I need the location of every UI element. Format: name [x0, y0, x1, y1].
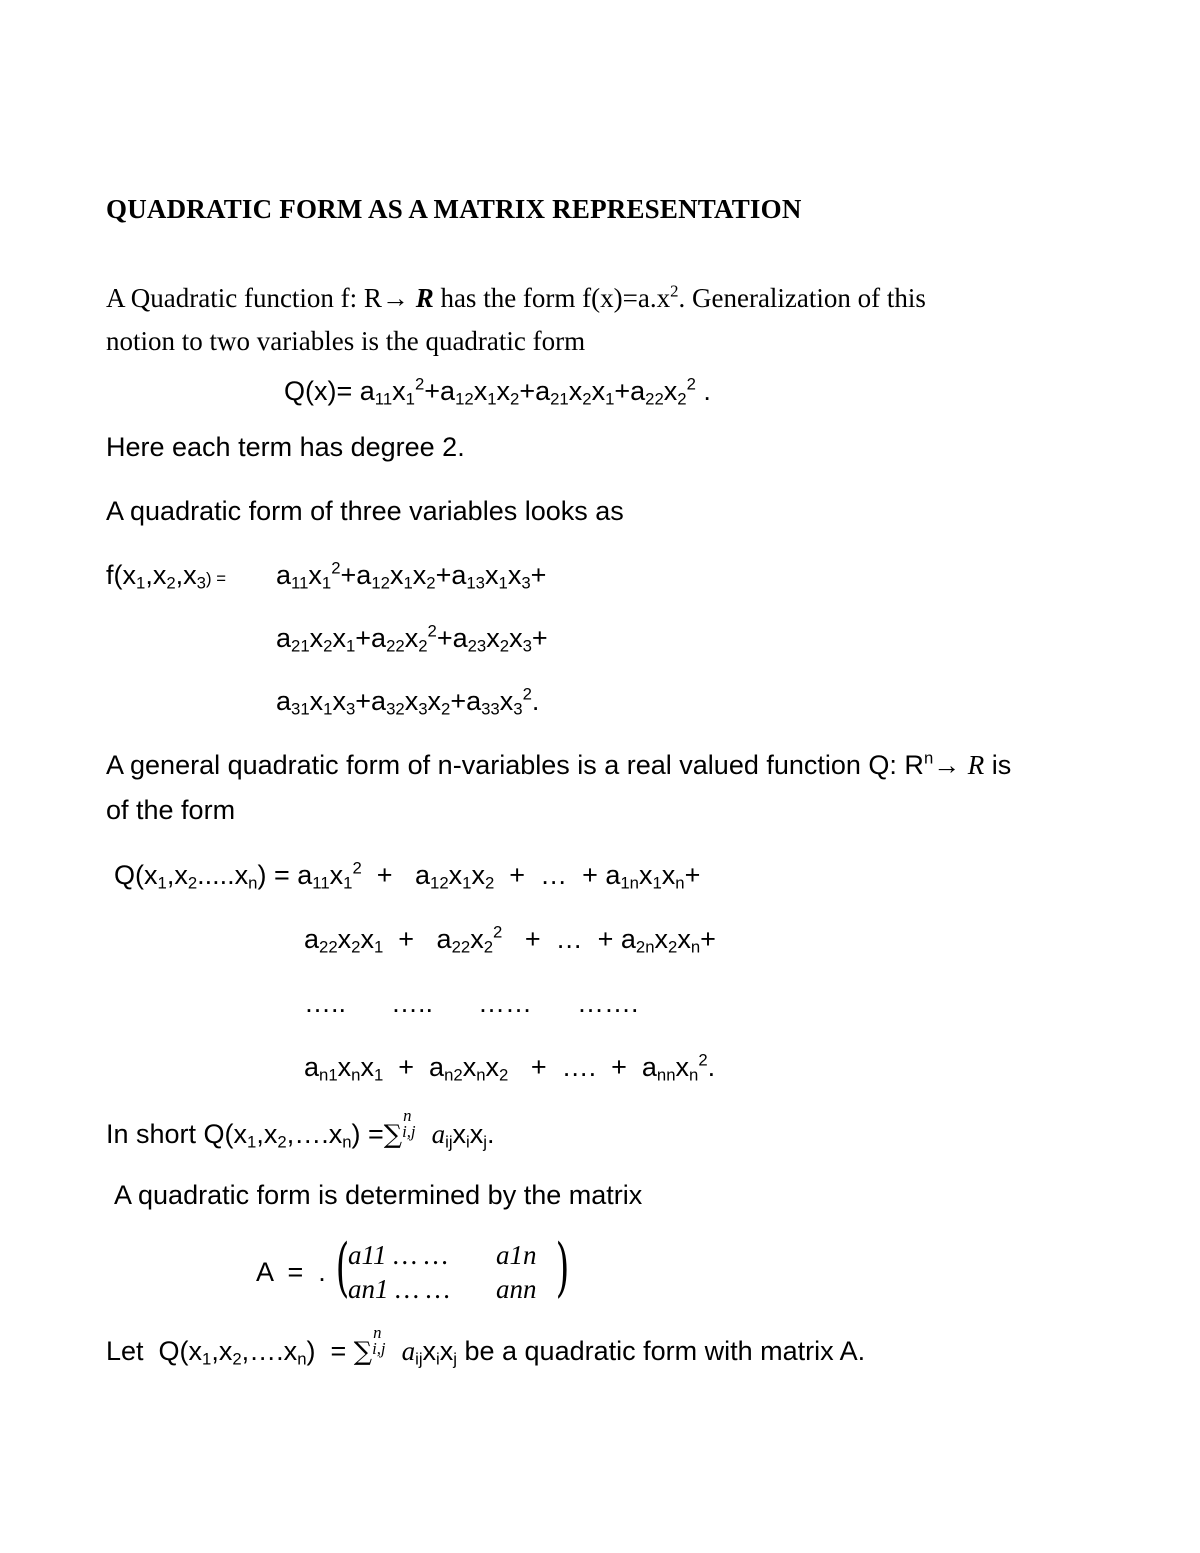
n-var-row-ellipsis: ….. ….. …… …….: [304, 988, 639, 1018]
eq-term: x: [462, 1052, 477, 1082]
eq-sub: 2: [441, 699, 451, 719]
eq-term: x: [675, 1052, 690, 1082]
eq-sub: 2: [484, 873, 495, 893]
eq-sub: 21: [550, 389, 569, 409]
general-text: is: [984, 750, 1012, 780]
eq-term: a: [304, 924, 320, 954]
eq-sub: 1: [462, 873, 472, 893]
eq-sub: 23: [467, 636, 487, 656]
eq-term: x: [404, 686, 419, 716]
eq-term: a: [431, 1119, 446, 1149]
intro-line-1: [106, 281, 926, 313]
matrix-cell-r2c1: an1 … …: [348, 1274, 451, 1304]
eq-sub: 1: [247, 1132, 257, 1152]
matrix-cell-r1c1: a11 … …: [348, 1240, 449, 1270]
arrow-symbol: →: [933, 750, 961, 780]
real-set-symbol: R: [967, 750, 985, 780]
eq-sub: 3: [418, 699, 428, 719]
eq-term: .....x: [197, 860, 249, 890]
eq-sub: 1: [373, 937, 384, 957]
eq-term: In short Q(x: [106, 1119, 248, 1149]
eq-sup: 2: [427, 621, 437, 641]
eq-term: Q(x)= a: [284, 376, 375, 406]
eq-term: ) =: [306, 1336, 347, 1366]
general-text: A general quadratic form of n-variables is a real valued function Q: R: [106, 750, 924, 780]
three-var-row-3: [276, 684, 540, 719]
let-line: [106, 1323, 866, 1369]
eq-sup: 2: [493, 922, 503, 942]
eq-sub: 2: [351, 937, 361, 957]
eq-sub: 2: [668, 937, 678, 957]
eq-term: a: [304, 1052, 320, 1082]
eq-term: f(x: [106, 560, 136, 590]
eq-term: x: [470, 924, 484, 954]
intro-line-2: notion to two variables is the quadratic form: [106, 326, 586, 356]
eq-term: x: [337, 1052, 352, 1082]
eq-sub: n: [689, 1065, 699, 1085]
eq-sub: ij: [445, 1132, 453, 1152]
eq-sub: 31: [291, 699, 310, 719]
matrix-label: A = .: [256, 1257, 326, 1287]
eq-term: x: [412, 560, 427, 590]
eq-term: .: [486, 1119, 495, 1149]
eq-term: ,x: [145, 560, 167, 590]
eq-term: x: [661, 860, 676, 890]
eq-sub: 22: [645, 389, 664, 409]
eq-sup: 2: [352, 858, 362, 878]
eq-sub: n: [297, 1349, 307, 1369]
eq-sup: 2: [522, 684, 532, 704]
real-set-symbol: R: [415, 283, 434, 313]
eq-sub: 32: [386, 699, 405, 719]
eq-sub: n: [351, 1065, 361, 1085]
eq-term: Let Q(x: [106, 1336, 203, 1366]
eq-term: ) =: [351, 1119, 384, 1149]
eq-term: x: [422, 1336, 437, 1366]
summation-lower: i,j: [402, 1121, 416, 1141]
eq-term: +a: [424, 376, 456, 406]
eq-sub: 22: [451, 937, 471, 957]
eq-term: +: [684, 860, 701, 890]
eq-term: + …. + a: [508, 1052, 657, 1082]
eq-sub: n: [690, 937, 701, 957]
eq-term: x: [507, 560, 522, 590]
arrow-symbol: →: [381, 283, 409, 313]
eq-term: +: [530, 560, 547, 590]
eq-sub: 2: [277, 1132, 287, 1152]
eq-term: +a: [436, 623, 468, 653]
matrix-intro-text: A quadratic form is determined by the matrix: [114, 1180, 643, 1210]
eq-sub: n1: [319, 1065, 338, 1085]
eq-sub: 22: [319, 937, 338, 957]
eq-sub: 1: [343, 873, 353, 893]
general-line-2: of the form: [106, 795, 236, 825]
general-line-1: [106, 748, 1012, 780]
intro-text-b: has the form f(x)=a.x: [433, 283, 671, 313]
eq-term: +a: [355, 686, 387, 716]
eq-term: .: [695, 376, 711, 406]
eq-sub: i: [436, 1349, 440, 1369]
eq-sub: 2: [323, 636, 333, 656]
eq-sub: 2: [166, 573, 176, 593]
eq-term: x: [452, 1119, 467, 1149]
three-var-row-2: [276, 621, 548, 656]
equation-two-variables: [284, 374, 711, 409]
eq-sub: 11: [291, 573, 309, 593]
left-parenthesis: (: [335, 1231, 350, 1305]
eq-sub: 2n: [635, 937, 655, 957]
eq-term: x: [448, 860, 463, 890]
eq-term: x: [308, 560, 322, 590]
summation-lower: i,j: [372, 1338, 386, 1358]
eq-term: x: [471, 860, 485, 890]
eq-term: a: [401, 1336, 416, 1366]
eq-term: + a: [361, 860, 431, 890]
eq-sub: 3: [522, 636, 532, 656]
summation-limits: [372, 1323, 394, 1360]
eq-sub: n: [476, 1065, 486, 1085]
eq-term: x: [360, 1052, 374, 1082]
eq-term: x: [654, 924, 669, 954]
page-title: QUADRATIC FORM AS A MATRIX REPRESENTATION: [106, 194, 802, 224]
eq-sub: 11: [374, 389, 393, 409]
eq-sup: n: [923, 748, 934, 768]
summation-symbol: ∑: [353, 1337, 373, 1367]
three-variable-text: A quadratic form of three variables looks as: [106, 496, 624, 526]
eq-sub: 1: [403, 573, 413, 593]
eq-term: ,….x: [241, 1336, 298, 1366]
eq-sub: 2: [187, 873, 198, 893]
eq-term: x: [337, 924, 352, 954]
eq-term: .: [707, 1052, 716, 1082]
eq-term: x: [439, 1336, 454, 1366]
eq-sub: 1: [345, 636, 356, 656]
eq-term: x: [486, 623, 500, 653]
eq-sub: 2: [582, 389, 592, 409]
eq-sub: 1: [321, 573, 332, 593]
eq-term: +a: [519, 376, 551, 406]
eq-sub: n: [248, 873, 258, 893]
eq-sub: 1: [373, 1065, 384, 1085]
eq-term: x: [638, 860, 653, 890]
eq-sub: 1: [157, 873, 167, 893]
eq-term: +a: [614, 376, 646, 406]
summation-limits: [402, 1106, 424, 1143]
eq-term: +: [700, 924, 716, 954]
three-var-row-1: [276, 558, 547, 593]
eq-term: x: [404, 623, 419, 653]
degree-text: Here each term has degree 2.: [106, 432, 465, 462]
eq-sub: 2: [499, 636, 510, 656]
three-var-lhs: [106, 560, 226, 593]
intro-text-a: A Quadratic function f: R: [106, 283, 382, 313]
eq-term: x: [499, 686, 514, 716]
eq-sub: 2: [677, 389, 687, 409]
summation-upper: n: [373, 1323, 382, 1343]
summation-symbol: ∑: [383, 1120, 403, 1150]
eq-term: x: [469, 1119, 484, 1149]
eq-term: +a: [355, 623, 387, 653]
eq-term: ,x: [256, 1119, 278, 1149]
eq-term: + … + a: [502, 924, 636, 954]
eq-term: ,x: [211, 1336, 233, 1366]
eq-term: x: [591, 376, 606, 406]
right-parenthesis: ): [555, 1231, 570, 1305]
eq-sub: 12: [455, 389, 474, 409]
eq-term: +: [531, 623, 548, 653]
eq-term: x: [496, 376, 511, 406]
eq-term: ,x: [175, 560, 197, 590]
eq-sub: 12: [430, 873, 449, 893]
eq-term: x: [332, 623, 346, 653]
eq-sub: 1: [487, 389, 497, 409]
eq-sub: nn: [656, 1065, 676, 1085]
eq-term: +a: [340, 560, 372, 590]
eq-term: a: [276, 623, 292, 653]
eq-term: ,….x: [286, 1119, 343, 1149]
eq-sup: 2: [686, 374, 696, 394]
eq-sub: 21: [291, 636, 310, 656]
eq-term: be a quadratic form with matrix A.: [456, 1336, 866, 1366]
eq-sub: 12: [371, 573, 390, 593]
n-var-row-2: [304, 922, 716, 957]
eq-sub: j: [483, 1132, 487, 1152]
summation-upper: n: [403, 1106, 412, 1126]
eq-sub: 3: [196, 573, 206, 593]
eq-sup: 2: [414, 374, 425, 394]
eq-term: x: [509, 623, 523, 653]
matrix-cell-r2c2: ann: [496, 1274, 537, 1304]
eq-sub: 1: [405, 389, 415, 409]
eq-term: x: [309, 623, 324, 653]
eq-sub: n: [675, 873, 685, 893]
eq-sub: 33: [481, 699, 500, 719]
eq-sub: 2: [418, 636, 428, 656]
eq-term: x: [485, 1052, 500, 1082]
eq-sub: 1: [652, 873, 662, 893]
eq-term: x: [568, 376, 583, 406]
n-var-row-last: [304, 1050, 716, 1085]
eq-sub: 13: [466, 573, 485, 593]
eq-term: Q(x: [114, 860, 158, 890]
eq-term: a: [276, 560, 292, 590]
eq-term: x: [392, 376, 406, 406]
eq-sub: 2: [510, 389, 520, 409]
eq-sub: 1n: [620, 873, 639, 893]
eq-sup: 2: [698, 1050, 708, 1070]
eq-term: x: [473, 376, 488, 406]
eq-term: x: [485, 560, 499, 590]
eq-sub: 1: [605, 389, 615, 409]
eq-sub: ij: [415, 1349, 423, 1369]
eq-term: x: [677, 924, 691, 954]
eq-term: x: [329, 860, 344, 890]
eq-term: x: [389, 560, 404, 590]
eq-sub: 1: [323, 699, 333, 719]
eq-sup: 2: [331, 558, 341, 578]
eq-sub: 1: [202, 1349, 212, 1369]
eq-term: +a: [450, 686, 482, 716]
eq-term: ,x: [166, 860, 188, 890]
eq-term: ) = a: [257, 860, 313, 890]
eq-sub: 1: [136, 573, 146, 593]
matrix-a: [335, 1231, 572, 1305]
eq-sub: 11: [312, 873, 330, 893]
eq-sub: 3: [345, 699, 356, 719]
eq-term: x: [332, 686, 346, 716]
eq-sub: 1: [498, 573, 508, 593]
exponent: 2: [670, 281, 679, 301]
eq-sub: 22: [386, 636, 405, 656]
intro-text-c: . Generalization of this: [678, 283, 926, 313]
eq-sub: 2: [499, 1065, 509, 1085]
matrix-cell-r1c2: a1n: [496, 1240, 537, 1270]
eq-term: x: [663, 376, 678, 406]
eq-term: a: [276, 686, 292, 716]
eq-term: x: [427, 686, 442, 716]
eq-term: + a: [383, 1052, 445, 1082]
eq-sub: i: [466, 1132, 470, 1152]
eq-sub: 2: [483, 937, 494, 957]
eq-sub: j: [453, 1349, 457, 1369]
eq-term: + … + a: [494, 860, 621, 890]
eq-term: x: [360, 924, 374, 954]
eq-sub: 2: [232, 1349, 242, 1369]
eq-sub: n: [342, 1132, 352, 1152]
eq-sub: 3: [521, 573, 531, 593]
eq-term: .: [531, 686, 540, 716]
short-summation-line: [106, 1106, 495, 1152]
eq-sub: 3: [513, 699, 523, 719]
n-var-row-1: [114, 858, 701, 893]
eq-term: x: [309, 686, 324, 716]
eq-term: +a: [435, 560, 467, 590]
eq-term: ) =: [205, 569, 226, 588]
eq-term: + a: [383, 924, 452, 954]
eq-sub: 2: [426, 573, 436, 593]
eq-sub: n2: [444, 1065, 463, 1085]
